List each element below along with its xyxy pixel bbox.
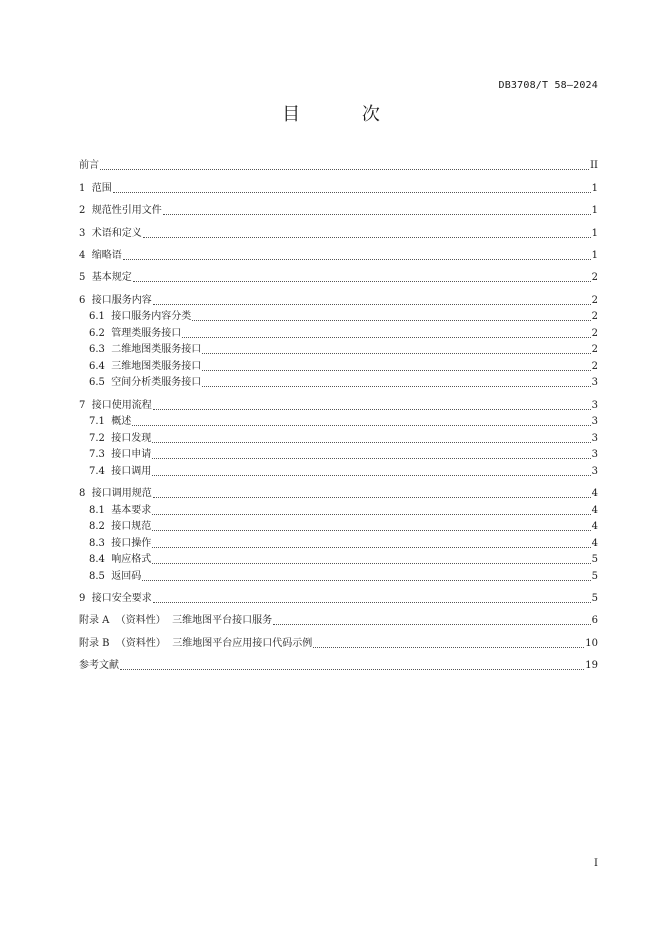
toc-entry[interactable]: [79, 195, 598, 217]
toc-entry-label: 6.1 接口服务内容分类: [89, 311, 192, 323]
toc-leader-dots: [152, 458, 590, 459]
toc-entry-label: 3 术语和定义: [79, 227, 142, 239]
toc-entry[interactable]: [79, 412, 598, 429]
toc-leader-dots: [152, 475, 590, 476]
toc-entry-page: 3: [591, 432, 598, 444]
toc-entry-page: 1: [591, 227, 598, 239]
toc-entry-label: 7.3 接口申请: [89, 449, 152, 461]
page-title: 目 次: [282, 104, 408, 125]
toc-entry-label: 7.2 接口发现: [89, 432, 152, 444]
toc-entry-label: 8.5 返回码: [89, 570, 142, 582]
toc-entry-page: 5: [591, 592, 598, 604]
toc-entry[interactable]: [79, 217, 598, 239]
toc-entry[interactable]: [79, 627, 598, 649]
toc-entry-label: 8.2 接口规范: [89, 521, 152, 533]
toc-entry-label: 5 基本规定: [79, 272, 132, 284]
toc-entry[interactable]: [79, 428, 598, 445]
toc-entry[interactable]: [79, 500, 598, 517]
toc-entry-label: 6.2 管理类服务接口: [89, 327, 182, 339]
toc-entry-page: 4: [591, 537, 598, 549]
toc-entry[interactable]: [79, 150, 598, 172]
toc-entry[interactable]: [79, 517, 598, 534]
toc-entry-page: 4: [591, 488, 598, 500]
toc-entry-page: 5: [591, 554, 598, 566]
toc-leader-dots: [182, 337, 590, 338]
toc-leader-dots: [152, 530, 590, 531]
toc-entry-label: 附录 A （资料性） 三维地图平台接口服务: [79, 615, 273, 627]
toc-leader-dots: [273, 624, 591, 625]
toc-leader-dots: [152, 563, 590, 564]
toc-entry-page: 2: [591, 311, 598, 323]
toc-entry-label: 2 规范性引用文件: [79, 205, 162, 217]
toc-entry[interactable]: [79, 389, 598, 411]
toc-entry[interactable]: [79, 340, 598, 357]
toc-entry-page: 2: [591, 344, 598, 356]
toc-entry-label: 4 缩略语: [79, 249, 122, 261]
toc-entry-page: 1: [591, 205, 598, 217]
toc-leader-dots: [153, 602, 591, 603]
toc-leader-dots: [202, 370, 590, 371]
toc-entry-label: 9 接口安全要求: [79, 592, 152, 604]
toc-entry[interactable]: [79, 533, 598, 550]
toc-entry-page: 3: [591, 416, 598, 428]
toc-entry-page: 1: [591, 182, 598, 194]
toc-leader-dots: [202, 386, 590, 387]
toc-entry[interactable]: [79, 284, 598, 306]
toc-entry-label: 6.5 空间分析类服务接口: [89, 377, 202, 389]
toc-entry-page: 3: [591, 465, 598, 477]
toc-leader-dots: [153, 304, 591, 305]
toc-entry-page: 5: [591, 570, 598, 582]
toc-entry-page: 3: [591, 399, 598, 411]
toc-entry-page: 2: [591, 294, 598, 306]
toc-entry-page: 3: [591, 377, 598, 389]
toc-leader-dots: [113, 192, 591, 193]
toc-entry-label: 8 接口调用规范: [79, 488, 152, 500]
toc-leader-dots: [100, 169, 589, 170]
toc-entry-label: 8.3 接口操作: [89, 537, 152, 549]
toc-entry-label: 前言: [79, 160, 99, 172]
toc-leader-dots: [142, 580, 590, 581]
document-code: DB3708/T 58—2024: [498, 80, 598, 91]
toc-entry[interactable]: [79, 445, 598, 462]
toc-leader-dots: [153, 409, 591, 410]
table-of-contents: [79, 150, 598, 672]
toc-entry[interactable]: [79, 373, 598, 390]
toc-entry-page: II: [590, 160, 598, 172]
toc-entry[interactable]: [79, 356, 598, 373]
toc-entry[interactable]: [79, 650, 598, 672]
toc-entry[interactable]: [79, 478, 598, 500]
toc-entry-page: 2: [591, 360, 598, 372]
toc-entry-page: 3: [591, 449, 598, 461]
toc-entry-page: 19: [585, 660, 598, 672]
page-number: I: [594, 858, 598, 869]
toc-entry[interactable]: [79, 566, 598, 583]
toc-leader-dots: [133, 281, 591, 282]
toc-entry-label: 1 范围: [79, 182, 112, 194]
toc-leader-dots: [153, 497, 591, 498]
toc-leader-dots: [192, 320, 590, 321]
toc-entry-label: 7.1 概述: [89, 416, 132, 428]
toc-entry[interactable]: [79, 262, 598, 284]
toc-entry-page: 10: [585, 637, 598, 649]
toc-entry[interactable]: [79, 605, 598, 627]
toc-leader-dots: [123, 259, 591, 260]
toc-entry[interactable]: [79, 172, 598, 194]
toc-entry-page: 2: [591, 327, 598, 339]
toc-entry[interactable]: [79, 583, 598, 605]
toc-entry[interactable]: [79, 550, 598, 567]
toc-entry[interactable]: [79, 461, 598, 478]
toc-entry-page: 2: [591, 272, 598, 284]
toc-entry[interactable]: [79, 307, 598, 324]
toc-entry-label: 8.1 基本要求: [89, 504, 152, 516]
toc-leader-dots: [313, 647, 584, 648]
toc-entry-page: 4: [591, 504, 598, 516]
toc-entry-label: 7.4 接口调用: [89, 465, 152, 477]
toc-leader-dots: [132, 425, 590, 426]
toc-leader-dots: [152, 514, 590, 515]
toc-entry-label: 6.3 二维地图类服务接口: [89, 344, 202, 356]
toc-entry[interactable]: [79, 240, 598, 262]
toc-leader-dots: [120, 669, 584, 670]
toc-entry-page: 1: [591, 249, 598, 261]
toc-entry-label: 8.4 响应格式: [89, 554, 152, 566]
toc-entry-label: 7 接口使用流程: [79, 399, 152, 411]
toc-leader-dots: [143, 237, 591, 238]
toc-leader-dots: [202, 353, 590, 354]
toc-entry-label: 6 接口服务内容: [79, 294, 152, 306]
toc-leader-dots: [163, 214, 591, 215]
toc-entry[interactable]: [79, 323, 598, 340]
toc-leader-dots: [152, 442, 590, 443]
toc-entry-page: 6: [591, 615, 598, 627]
toc-leader-dots: [152, 547, 590, 548]
toc-entry-label: 附录 B （资料性） 三维地图平台应用接口代码示例: [79, 637, 313, 649]
toc-entry-label: 参考文献: [79, 660, 119, 672]
toc-entry-label: 6.4 三维地图类服务接口: [89, 360, 202, 372]
toc-entry-page: 4: [591, 521, 598, 533]
